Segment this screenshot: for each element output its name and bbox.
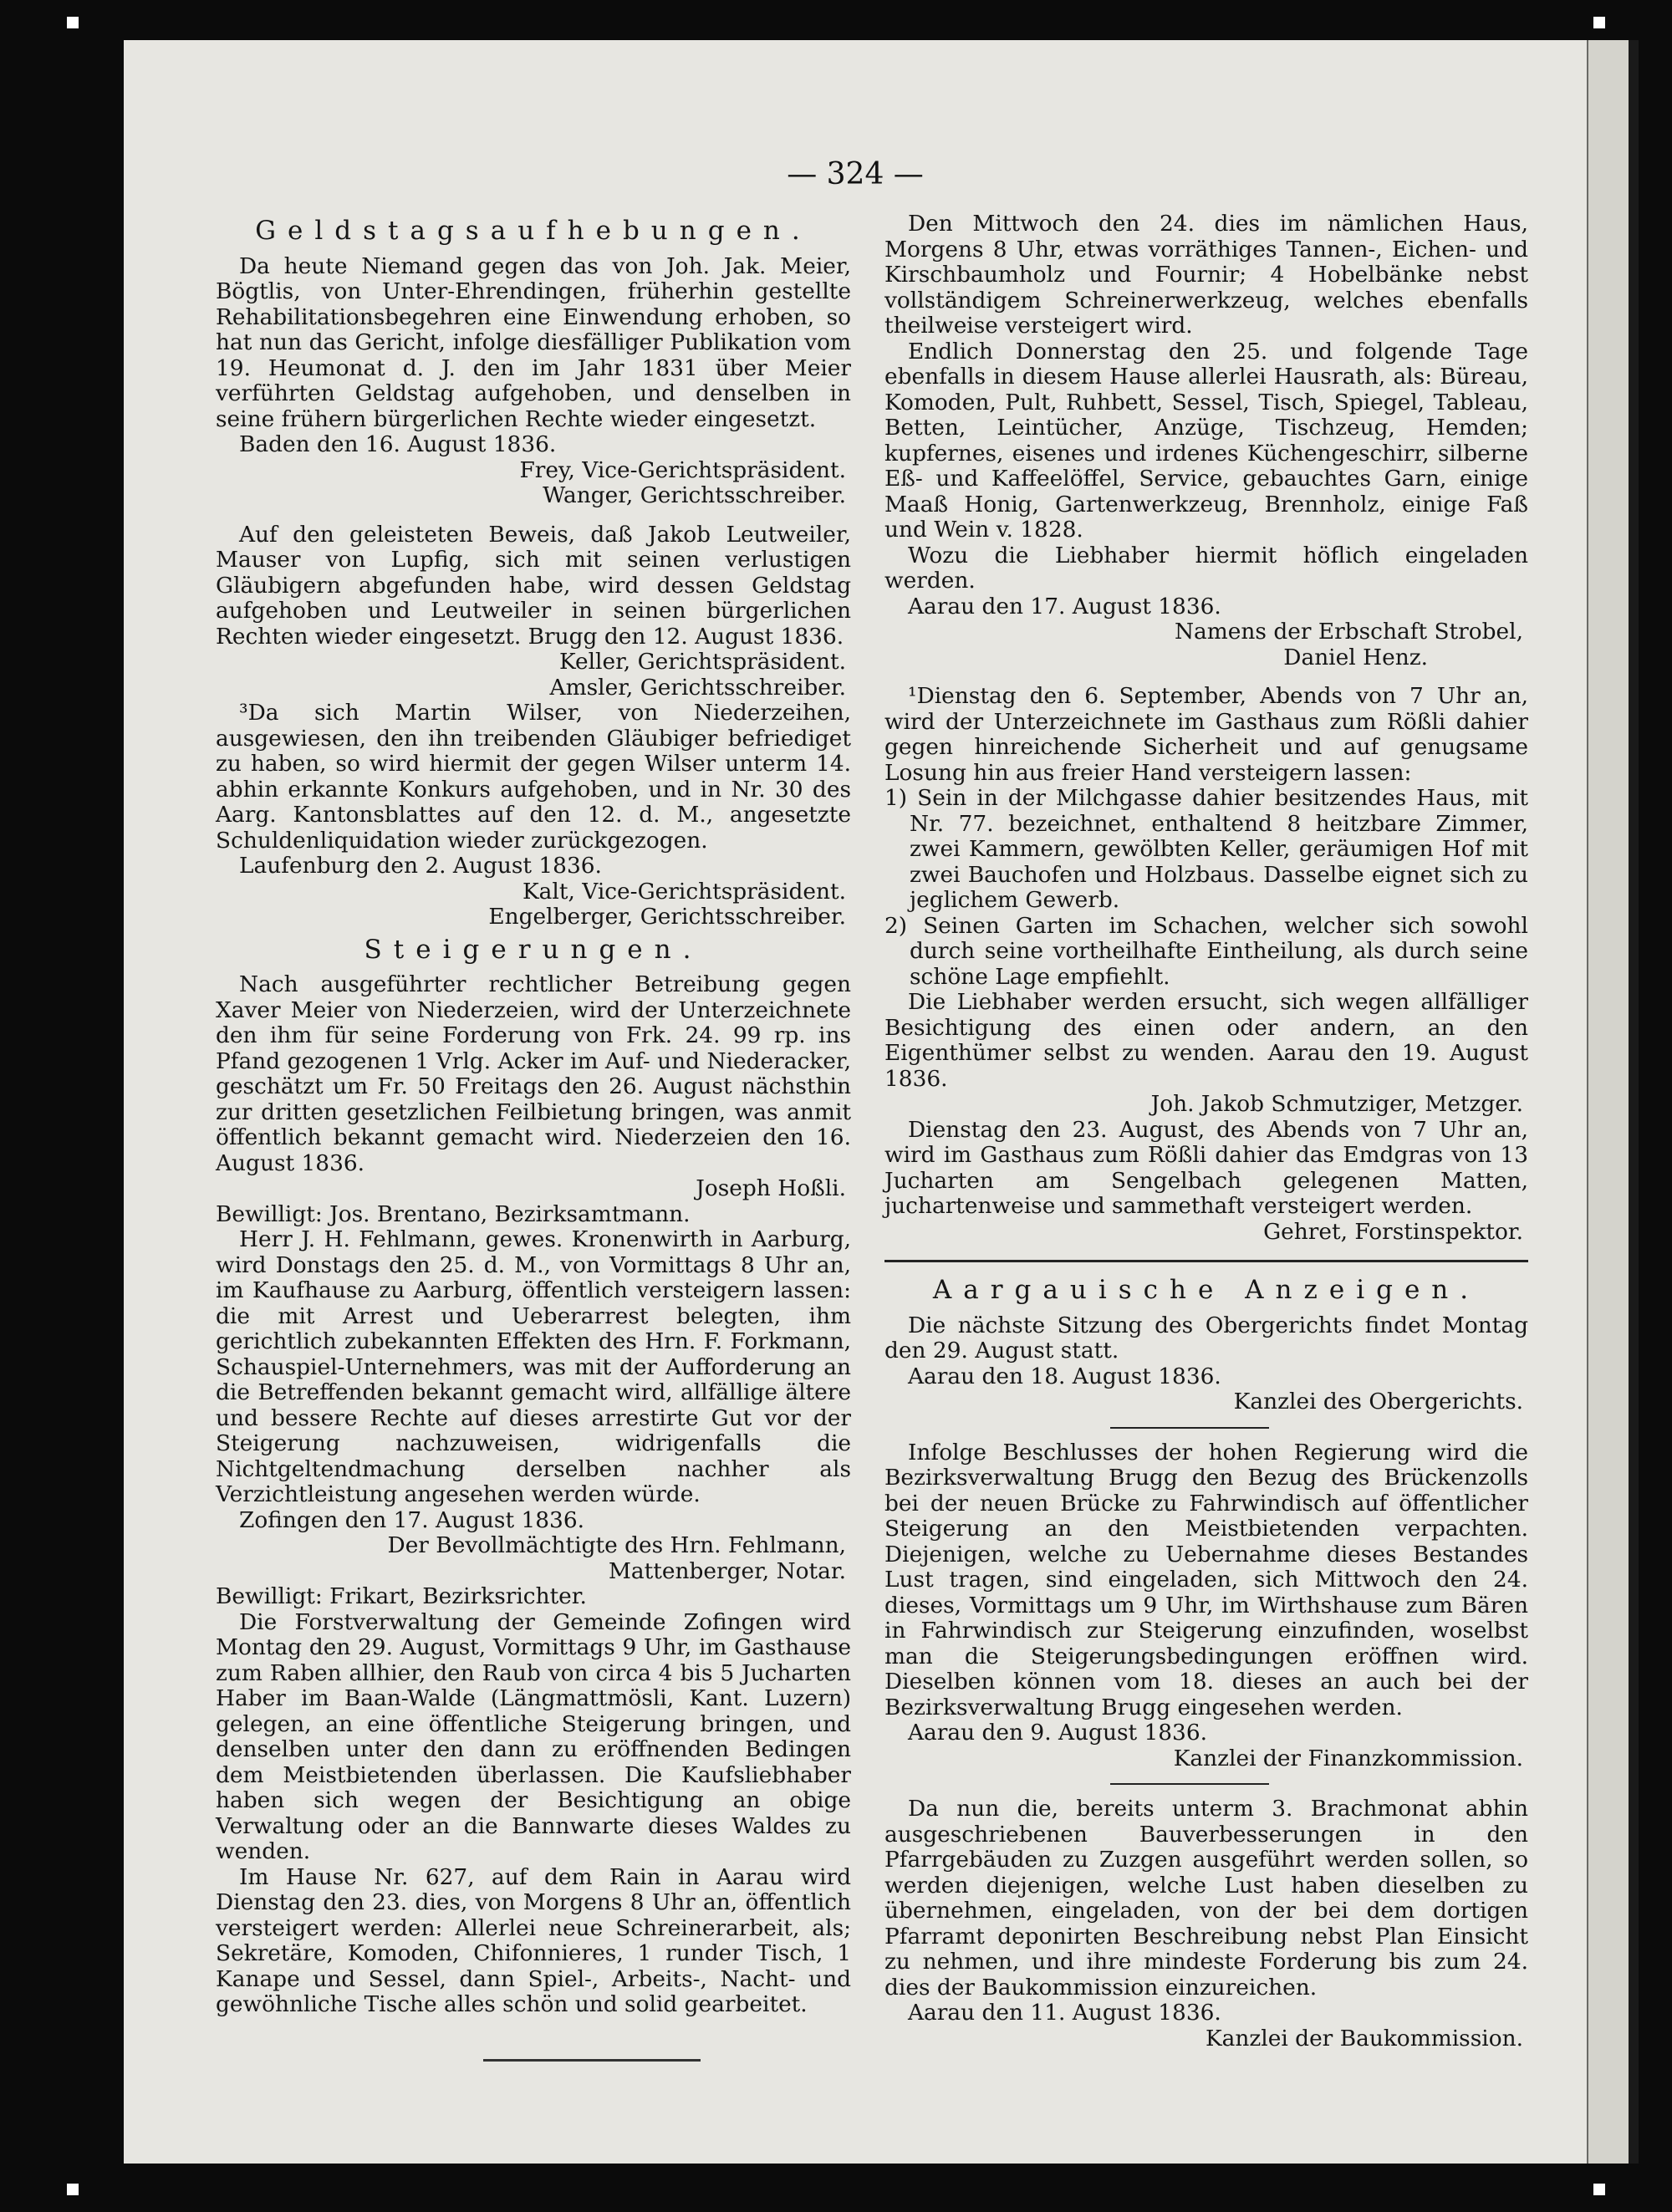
notice-signature: Frey, Vice-Gerichtspräsident. bbox=[519, 456, 846, 483]
notice-meier: Da heute Niemand gegen das von Joh. Jak. Meier, Bögtlis, von Unter-Ehrendingen, früherhin gestellte Rehabilitationsbegehren eine Einwendung erhoben, so hat nun das Gericht, infolge diesfälliger Publikation vom 19. Heumonat d. J. den im Jahr 1831 über Meier verführten Geldstag aufgehoben, und denselben in seine frühern bürgerlichen Rechte wieder eingesetzt. bbox=[216, 252, 851, 432]
notice-schmutziger: ¹Dienstag den 6. September, Abends von 7 Uhr an, wird der Unterzeichnete im Gasthaus zum Rößli dahier gegen hinreichende Sicherheit und auf genugsame Losung hin aus freier Hand versteigern lassen: bbox=[884, 683, 1528, 786]
notice-date: Zofingen den 17. August 1836. bbox=[239, 1506, 585, 1533]
notice-signature: Wanger, Gerichtsschreiber. bbox=[543, 482, 846, 508]
notice-invitation: Wozu die Liebhaber hiermit höflich eingeladen werden. bbox=[884, 542, 1528, 594]
section-divider bbox=[884, 1260, 1528, 1262]
notice-signature: Gehret, Forstinspektor. bbox=[1263, 1218, 1523, 1245]
notice-date: Baden den 16. August 1836. bbox=[239, 431, 557, 457]
notice-fehlmann: Herr J. H. Fehlmann, gewes. Kronenwirth in Aarburg, wird Donstags den 25. d. M., von Vormittags 8 Uhr an, im Kaufhause zu Aarburg, öffentlich versteigern lassen: die mit Arrest und Ueberarrest belegten, ihm gerichtlich zubekannten Effekten des Hrn. F. Forkmann, Schauspiel-Unternehmers, was mit der Aufforderung an die Betreffenden bekannt gemacht wird, allfällige ältere und bessere Rechte auf dieses arrestirte Gut vor der Steigerung nachzuweisen, widrigenfalls die Nichtgeltendmachung derselben nachher als Verzichtleistung angesehen werden würde. bbox=[216, 1226, 851, 1507]
notice-wilser: ³Da sich Martin Wilser, von Niederzeihen, ausgewiesen, den ihn treibenden Gläubiger befriediget zu haben, so wird hiermit der gegen Wilser unterm 14. abhin erkannte Konkurs aufgehoben, und in Nr. 30 des Aarg. Kantonsblattes auf den 12. d. M., angesetzte Schuldenliquidation wieder zurückgezogen. bbox=[216, 700, 851, 854]
notice-date: Aarau den 17. August 1836. bbox=[908, 593, 1221, 619]
notice-emdgras: Dienstag den 23. August, des Abends von 7 Uhr an, wird im Gasthaus zum Rößli dahier das Emdgras von 13 Jucharten am Sengelbach gelegenen Matten, juchartenweise und sammethaft versteigert werden. bbox=[884, 1116, 1528, 1219]
notice-brueckenzoll: Infolge Beschlusses der hohen Regierung wird die Bezirksverwaltung Brugg den Bezug des Brückenzolls bei der neuen Brücke zu Fahrwindisch auf öffentlicher Steigerung an den Meistbietenden verpachten. Diejenigen, welche zu Uebernahme dieses Bestandes Lust tragen, sind eingeladen, sich Mittwoch den 24. dieses, Vormittags um 9 Uhr, im Wirthshause zum Bären in Fahrwindisch zur Steigerung einzufinden, woselbst man die Steigerungsbedingungen eröffnen wird. Dieselben können vom 18. dieses an auch bei der Bezirksverwaltung Brugg eingesehen werden. bbox=[884, 1439, 1528, 1720]
notice-date: Aarau den 9. August 1836. bbox=[908, 1720, 1208, 1746]
notice-signature: Engelberger, Gerichtsschreiber. bbox=[488, 904, 846, 930]
notice-signature: Daniel Henz. bbox=[1283, 644, 1428, 670]
notice-signature: Amsler, Gerichtsschreiber. bbox=[549, 674, 846, 701]
notice-schreinerarbeit: Im Hause Nr. 627, auf dem Rain in Aarau wird Dienstag den 23. dies, von Morgens 8 Uhr an, öffentlich versteigert werden: Allerlei neue Schreinerarbeit, als; Sekretäre, Komoden, Chifonnieres, 1 runder Tisch, 1 Kanape und Sessel, dann Spiel-, Arbeits-, Nacht- und gewöhnliche Tische alles schön und solid gearbeitet. bbox=[216, 1863, 851, 2017]
notice-signature: Kanzlei des Obergerichts. bbox=[1233, 1389, 1523, 1414]
notice-signature: Kanzlei der Finanzkommission. bbox=[1173, 1745, 1523, 1771]
newspaper-page bbox=[124, 40, 1639, 2164]
notice-leutweiler: Auf den geleisteten Beweis, daß Jakob Leutweiler, Mauser von Lupfig, sich mit seinen verlustigen Gläubigern abgefunden habe, wird dessen Geldstag aufgehoben und Leutweiler in seinen bürgerlichen Rechten wieder eingesetzt. Brugg den 12. August 1836. bbox=[216, 521, 851, 650]
notice-signature: Joseph Hoßli. bbox=[696, 1175, 846, 1201]
notice-signature: Keller, Gerichtspräsident. bbox=[558, 649, 846, 675]
list-item: 2) Seinen Garten im Schachen, welcher sich sowohl durch seine vortheilhafte Eintheilung, als durch seine schöne Lage empfiehlt. bbox=[884, 912, 1528, 990]
notice-divider bbox=[1110, 1783, 1269, 1785]
notice-hausrath: Endlich Donnerstag den 25. und folgende Tage ebenfalls in diesem Hause allerlei Hausrath, als: Büreau, Komoden, Pult, Ruhbett, Sessel, Tisch, Spiegel, Tableau, Betten, Leintücher, Anzüge, Tischzeug, Hemden; kupfernes, eisenes und irdenes Küchengeschirr, silberne Eß- und Kaffeelöffel, Service, gebauchtes Garn, einige Maaß Honig, Gartenwerkzeug, Brennholz, einige Faß und Wein v. 1828. bbox=[884, 338, 1528, 543]
section-heading-steigerungen: Steigerungen. bbox=[364, 934, 703, 965]
list-item: 1) Sein in der Milchgasse dahier besitzendes Haus, mit Nr. 77. bezeichnet, enthaltend 8 heitzbare Zimmer, zwei Kammern, gewölbten Keller, geräumigen Hof mit zwei Bauchofen und Holzbaus. Dasselbe eignet sich zu jeglichem Gewerb. bbox=[884, 785, 1528, 913]
notice-date: Aarau den 11. August 1836. bbox=[908, 2000, 1221, 2026]
page-edge-shadow bbox=[1629, 40, 1639, 2164]
notice-bauverbesserungen: Da nun die, bereits unterm 3. Brachmonat abhin ausgeschriebenen Bauverbesserungen in den Pfarrgebäuden zu Zuzgen ausgeführt werden sollen, so werden diejenigen, welche Lust haben dieselben zu übernehmen, eingeladen, von der bei dem dortigen Pfarramt deponirten Beschreibung nebst Plan Einsicht zu nehmen, und ihre mindeste Forderung bis zum 24. dies der Baukommission einzureichen. bbox=[884, 1796, 1528, 2000]
right-column bbox=[884, 212, 1528, 2051]
notice-schmutziger-end: Die Liebhaber werden ersucht, sich wegen allfälliger Besichtigung des einen oder andern, an den Eigenthümer selbst zu wenden. Aarau den 19. August 1836. bbox=[884, 989, 1528, 1092]
left-column bbox=[216, 212, 851, 2018]
notice-mittwoch: Den Mittwoch den 24. dies im nämlichen Haus, Morgens 8 Uhr, etwas vorräthiges Tannen-, Eichen- und Kirschbaumholz und Fournir; 4 Hobelbänke nebst vollständigem Schreinerwerkzeug, welches ebenfalls theilweise versteigert wird. bbox=[884, 211, 1528, 339]
notice-signature: Namens der Erbschaft Strobel, bbox=[1174, 619, 1523, 645]
notice-signature: Mattenberger, Notar. bbox=[608, 1557, 846, 1584]
crop-mark bbox=[67, 17, 79, 28]
notice-forstverwaltung: Die Forstverwaltung der Gemeinde Zofingen wird Montag den 29. August, Vormittags 9 Uhr, im Gasthause zum Raben allhier, den Raub von circa 4 bis 5 Jucharten Haber im Baan-Walde (Längmattmösli, Kant. Luzern) gelegen, an eine öffentliche Steigerung bringen, und denselben unter den dann zu eröffnenden Bedingen dem Meistbietenden überlassen. Die Kaufsliebhaber haben sich wegen der Besichtigung an obige Verwaltung oder an die Bannwarte dieses Waldes zu wenden. bbox=[216, 1608, 851, 1864]
page-number: — 324 — bbox=[787, 157, 924, 191]
section-heading-aargauische-anzeigen: Aargauische Anzeigen. bbox=[932, 1275, 1481, 1305]
notice-approval: Bewilligt: Frikart, Bezirksrichter. bbox=[216, 1583, 587, 1609]
notice-date: Laufenburg den 2. August 1836. bbox=[239, 853, 602, 879]
crop-mark bbox=[1593, 17, 1605, 28]
notice-signature: Joh. Jakob Schmutziger, Metzger. bbox=[1150, 1091, 1523, 1117]
notice-signature: Kalt, Vice-Gerichtspräsident. bbox=[522, 878, 846, 905]
notice-date: Aarau den 18. August 1836. bbox=[908, 1363, 1221, 1389]
page-end-rule bbox=[483, 2059, 701, 2062]
notice-signature: Kanzlei der Baukommission. bbox=[1205, 2025, 1523, 2051]
notice-signature: Der Bevollmächtigte des Hrn. Fehlmann, bbox=[387, 1532, 846, 1558]
notice-approval: Bewilligt: Jos. Brentano, Bezirksamtmann. bbox=[216, 1200, 691, 1227]
notice-obergericht: Die nächste Sitzung des Obergerichts findet Montag den 29. August statt. bbox=[884, 1312, 1528, 1363]
notice-divider bbox=[1110, 1427, 1269, 1429]
section-heading-geldstagsaufhebungen: Geldstagsaufhebungen. bbox=[255, 216, 812, 246]
notice-xaver-meier: Nach ausgeführter rechtlicher Betreibung gegen Xaver Meier von Niederzeien, wird der Unterzeichnete den ihm für seine Forderung von Frk. 24. 99 rp. ins Pfand gezogenen 1 Vrlg. Acker im Auf- und Niederacker, geschätzt um Fr. 50 Freitags den 26. August nächsthin zur dritten gesetzlichen Feilbietung bringen, was anmit öffentlich bekannt gemacht wird. Niederzeien den 16. August 1836. bbox=[216, 971, 851, 1176]
crop-mark bbox=[1593, 2184, 1605, 2195]
crop-mark bbox=[67, 2184, 79, 2195]
